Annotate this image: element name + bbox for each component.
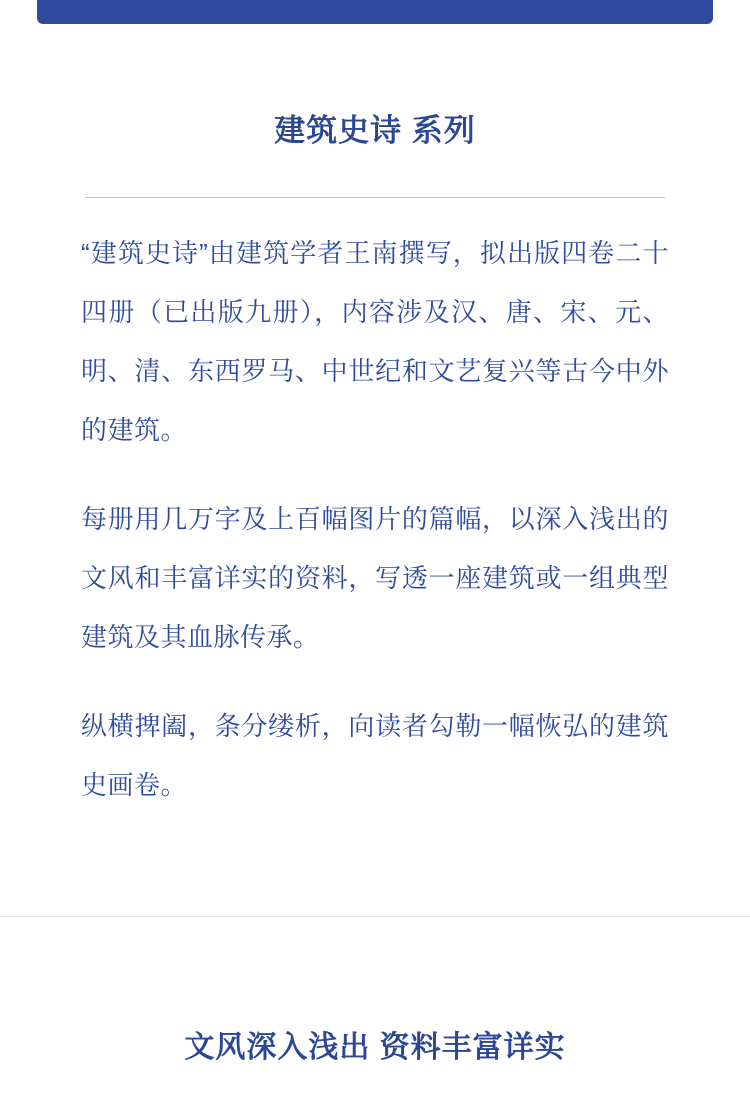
section-separator <box>0 916 750 917</box>
footer-headline: 文风深入浅出 资料丰富详实 <box>184 1031 566 1064</box>
section-title: 建筑史诗 系列 <box>274 113 476 148</box>
paragraph-2: 每册用几万字及上百幅图片的篇幅，以深入浅出的文风和丰富详实的资料，写透一座建筑或一组典型建筑及其血脉传承。 <box>81 504 669 653</box>
paragraph-3: 纵横捭阖，条分缕析，向读者勾勒一幅恢弘的建筑史画卷。 <box>81 711 669 801</box>
body-text-block <box>81 198 669 815</box>
paragraph-1: “建筑史诗”由建筑学者王南撰写，拟出版四卷二十四册（已出版九册），内容涉及汉、唐、宋、元、明、清、东西罗马、中世纪和文艺复兴等古今中外的建筑。 <box>81 238 669 446</box>
